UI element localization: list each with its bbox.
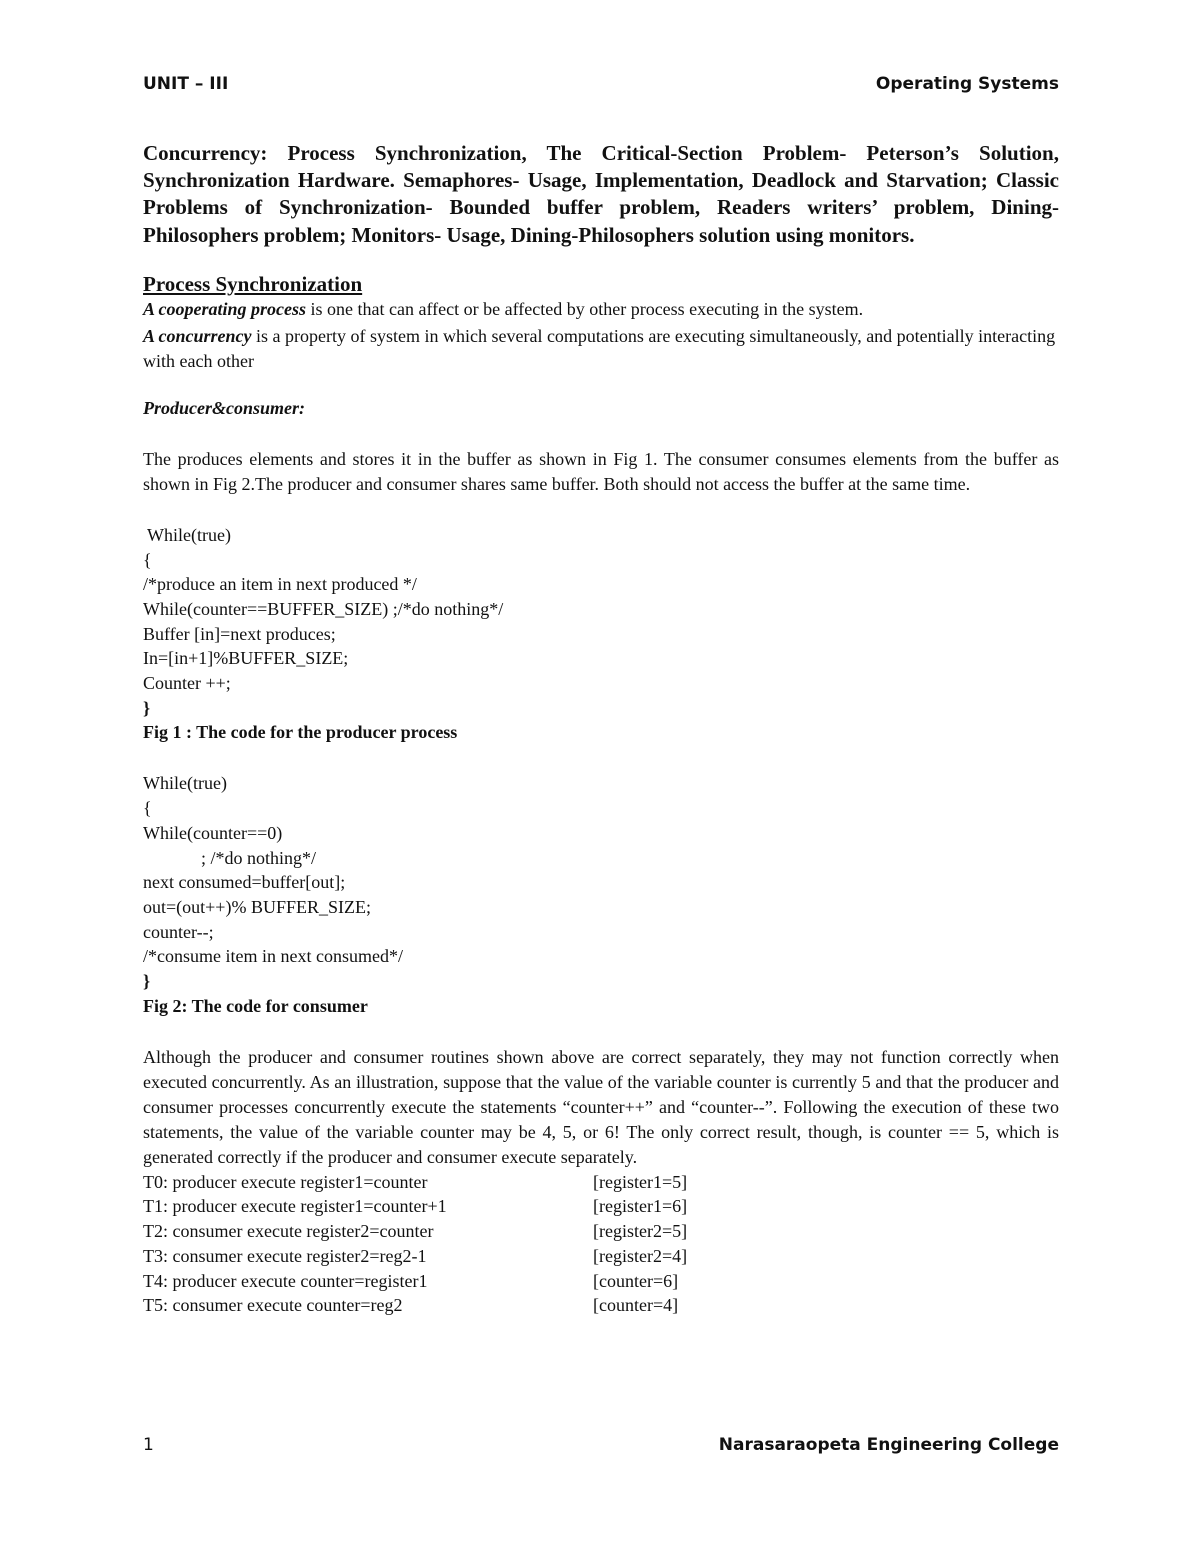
header-unit: UNIT – III: [143, 74, 229, 94]
explanation-paragraph: Although the producer and consumer routines shown above are correct separately, they may not function correctly when executed concurrently. As an illustration, suppose that the value of the variable counter is currently 5 and that the producer and consumer processes concurrently execute the statements “counter++” and “counter--”. Following the execution of these two statements, the value of the variable counter may be 4, 5, or 6! The only correct result, though, is counter == 5, which is generated correctly if the producer and consumer execute separately.: [143, 1046, 1059, 1167]
code-line: }: [143, 971, 151, 992]
consumer-code-block: [143, 771, 1059, 993]
trace-step: T5: consumer execute counter=reg2: [143, 1295, 403, 1316]
code-line: next consumed=buffer[out];: [143, 872, 346, 893]
code-line: {: [143, 549, 152, 570]
code-line: Counter ++;: [143, 673, 231, 694]
code-line: While(true): [147, 524, 231, 545]
trace-step: T2: consumer execute register2=counter: [143, 1221, 434, 1242]
trace-result: [register1=6]: [593, 1196, 688, 1217]
page-number: 1: [143, 1435, 154, 1455]
fig2-caption: Fig 2: The code for consumer: [143, 995, 368, 1016]
code-line: ; /*do nothing*/: [201, 847, 317, 868]
code-line: /*consume item in next consumed*/: [143, 946, 403, 967]
code-line: While(counter==0): [143, 822, 283, 843]
code-line: out=(out++)% BUFFER_SIZE;: [143, 896, 371, 917]
trace-step: T3: consumer execute register2=reg2-1: [143, 1245, 427, 1266]
code-line: In=[in+1]%BUFFER_SIZE;: [143, 648, 349, 669]
definition-text-1: is one that can affect or be affected by other process executing in the system.: [306, 298, 864, 319]
execution-trace: [143, 1170, 1059, 1318]
term-concurrency: A concurrency: [143, 325, 252, 346]
section-title: Process Synchronization: [143, 271, 363, 296]
page-content: [143, 140, 1059, 1318]
trace-result: [register2=5]: [593, 1221, 688, 1242]
code-line: counter--;: [143, 921, 214, 942]
trace-step: T0: producer execute register1=counter: [143, 1171, 428, 1192]
trace-result: [counter=4]: [593, 1295, 679, 1316]
trace-result: [register1=5]: [593, 1171, 688, 1192]
producer-consumer-paragraph: The produces elements and stores it in the buffer as shown in Fig 1. The consumer consumes elements from the buffer as shown in Fig 2.The producer and consumer shares same buffer. Both should not access the buffer at the same time.: [143, 448, 1059, 494]
definition-cooperating-process: [143, 297, 1059, 322]
page-header: [143, 74, 1059, 94]
term-cooperating-process: A cooperating process: [143, 298, 307, 319]
code-line: While(counter==BUFFER_SIZE) ;/*do nothing*/: [143, 598, 504, 619]
trace-row: [143, 1244, 1059, 1269]
trace-row: [143, 1194, 1059, 1219]
trace-row: [143, 1219, 1059, 1244]
trace-step: T4: producer execute counter=register1: [143, 1270, 428, 1291]
trace-row: [143, 1269, 1059, 1294]
code-line: {: [143, 798, 152, 819]
fig1-caption: Fig 1 : The code for the producer process: [143, 722, 458, 743]
code-line: While(true): [143, 773, 227, 794]
trace-result: [counter=6]: [593, 1270, 679, 1291]
header-subject: Operating Systems: [875, 74, 1059, 94]
producer-consumer-heading: Producer&consumer:: [143, 397, 305, 418]
code-line: /*produce an item in next produced */: [143, 574, 417, 595]
definition-concurrency: [143, 324, 1059, 374]
trace-step: T1: producer execute register1=counter+1: [143, 1196, 447, 1217]
trace-row: [143, 1293, 1059, 1318]
definition-text-2: is a property of system in which several computations are executing simultaneously, and potentially interacting with each other: [143, 325, 1056, 371]
code-line: }: [143, 697, 151, 718]
producer-code-block: [143, 523, 1059, 721]
page-footer: [143, 1435, 1059, 1455]
trace-result: [register2=4]: [593, 1245, 688, 1266]
trace-row: [143, 1170, 1059, 1195]
footer-college: Narasaraopeta Engineering College: [718, 1435, 1059, 1455]
code-line: Buffer [in]=next produces;: [143, 623, 336, 644]
unit-topics: Concurrency: Process Synchronization, The Critical-Section Problem- Peterson’s Solution, Synchronization Hardware. Semaphores- Usage, Implementation, Deadlock and Starvation; Classic Problems of Synchronization- Bounded buffer problem, Readers writers’ problem, Dining-Philosophers problem; Monitors- Usage, Dining-Philosophers solution using monitors.: [143, 141, 1059, 247]
